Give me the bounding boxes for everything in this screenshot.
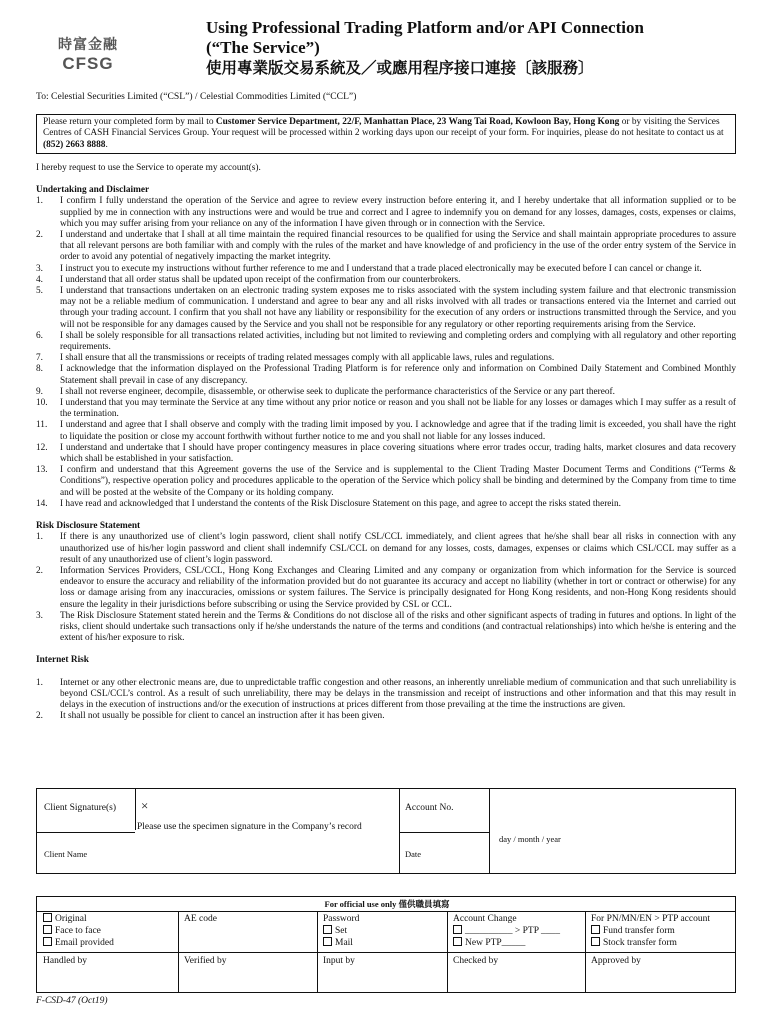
client-name-label: Client Name: [44, 849, 88, 859]
item-number: 14.: [36, 498, 48, 509]
item-text: I confirm and understand that this Agreement governs the use of the Service and is supplemental to the Client Trading Master Document Terms and Conditions (“Terms & Conditions”), respective operation policy and procedures applicable to the operation of the Service which policy shall be binding and determined by the Company from time to time and will be posted at the website of the Company or its holding company.: [60, 465, 736, 498]
date-field[interactable]: [491, 845, 735, 873]
logo-chinese-text: 時富金融: [58, 37, 118, 53]
item-text: I understand that transactions undertaken on an electronic trading system exposes me to risks associated with the system including system failure and that electronic transmission may not be a reliable medium of communication. I understand and agree to bear any and all risks involved with all trades or transactions entered via the Internet and carried out through your trading account. I confirm that you shall not have any liability or responsibility for the execution of any orders or instructions transmitted through the Service, and you will not be responsible for any damages caused by the Service and you shall not be responsible for any regulatory or other reporting requirements arising from the Service.: [60, 286, 736, 330]
company-logo: [52, 36, 124, 84]
list-item: [36, 264, 736, 275]
item-text: I shall ensure that all the transmissions or receipts of trading related messages comply with all applicable laws, rules and regulations.: [60, 353, 555, 364]
item-number: 2.: [36, 565, 43, 576]
list-item: [36, 611, 736, 645]
item-text: I instruct you to execute my instructions without further reference to me and I understand that a trade placed electronically may be executed before I can cancel or change it.: [60, 263, 702, 274]
list-item: [36, 387, 736, 398]
original-checkbox[interactable]: [43, 913, 52, 922]
checked-by-label: Checked by: [453, 956, 499, 966]
risk-title: Risk Disclosure Statement: [36, 521, 141, 532]
item-number: 8.: [36, 364, 43, 375]
ptp-change-checkbox[interactable]: [453, 925, 462, 934]
pn-account-label: For PN/MN/EN > PTP account: [591, 914, 711, 924]
list-item: [36, 286, 736, 331]
item-text: I acknowledge that the information displayed on the Professional Trading Platform is for reference only and information on Combined Daily Statement and Combined Monthly Statement shall prevail in case of any discrepancy.: [60, 364, 736, 386]
item-text: Information Services Providers, CSL/CCL, Hong Kong Exchanges and Clearing Limited and any company or organization from which information for the Service is sourced endeavor to ensure the accuracy and reliability of the information provided but do not guarantee its accuracy and accept no liability (whether in tort or contract or otherwise) for any loss or damage arising from any inaccuracies, omissions or system failures. The Service is principally designated for Hong Kong residents, and non-Hong Kong residents should ensure the legality in their jurisdictions before subscribing or using the Service provided by CSL or CCL.: [60, 565, 736, 610]
ptp-change-option[interactable]: [453, 925, 560, 938]
risk-list: [36, 532, 736, 644]
list-item: [36, 398, 736, 420]
list-item: [36, 678, 736, 712]
notice-text-3: .: [105, 139, 108, 150]
account-no-field[interactable]: [491, 791, 735, 829]
email-provided-option[interactable]: [43, 937, 114, 950]
specimen-signature-note: Please use the specimen signature in the Company’s record: [137, 822, 362, 832]
item-number: 5.: [36, 286, 43, 297]
item-number: 1.: [36, 532, 43, 543]
face-to-face-option[interactable]: [43, 925, 101, 938]
input-by-label: Input by: [323, 956, 355, 966]
internet-risk-title: Internet Risk: [36, 655, 89, 666]
original-label: Original: [55, 914, 87, 924]
title-line-2: (“The Service”): [206, 37, 320, 57]
list-item: [36, 711, 736, 722]
face-to-face-label: Face to face: [55, 926, 101, 936]
item-number: 7.: [36, 353, 43, 364]
notice-text-1: Please return your completed form by mail to: [43, 117, 216, 127]
item-text: I understand and agree that I shall observe and comply with the trading limit imposed by you. I acknowledge and agree that if the trading limit is exceeded, you shall have the right to liquidate the position or close my account forthwith without further notice to me and you shall not liable for any losses induced.: [60, 420, 736, 442]
form-code: F-CSD-47 (Oct19): [36, 996, 108, 1006]
official-use-table: [36, 896, 736, 993]
date-label: Date: [405, 849, 422, 859]
ptp-change-label: __________ > PTP ____: [465, 926, 560, 936]
list-item: [36, 275, 736, 286]
item-text: The Risk Disclosure Statement stated herein and the Terms & Conditions do not disclose all of the risks and other significant aspects of trading in futures and options. In light of the risks, client should undertake such transactions only if he/she understands the nature of the terms and conditions (and contractual relationships) into which he/she is entering and the extent of his/her exposure to risk.: [60, 610, 736, 644]
new-ptp-option[interactable]: [453, 937, 525, 950]
set-label: Set: [335, 926, 348, 936]
item-text: I understand that you may terminate the Service at any time without any prior notice or reason and you shall not be liable for any losses or damages which I may suffer as a result of the termination.: [60, 398, 736, 420]
internet-risk-list: [36, 678, 736, 723]
fund-transfer-label: Fund transfer form: [603, 926, 675, 936]
account-change-label: Account Change: [453, 914, 517, 924]
item-number: 1.: [36, 677, 43, 688]
list-item: [36, 499, 736, 510]
form-title: [206, 18, 746, 79]
logo-english-text: CFSG: [62, 54, 114, 73]
item-number: 3.: [36, 610, 43, 621]
password-label: Password: [323, 914, 360, 924]
item-text: If there is any unauthorized use of client’s login password, client shall notify CSL/CCL immediately, and client agrees that he/she shall bear all risks in connection with any unauthorized use of his/her login password and client shall indemnify CSL/CCL on demand for any losses, costs, damages, expenses or claims which CSL/CCL may suffer as a result of any unauthorized use of client’s login password.: [60, 532, 736, 565]
account-no-label: Account No.: [405, 803, 454, 813]
item-number: 13.: [36, 465, 48, 476]
list-item: [36, 230, 736, 264]
list-item: [36, 196, 736, 230]
list-item: [36, 465, 736, 499]
set-checkbox[interactable]: [323, 925, 332, 934]
return-notice-box: [36, 114, 736, 154]
email-provided-checkbox[interactable]: [43, 937, 52, 946]
notice-address: Customer Service Department, 22/F, Manhattan Place, 23 Wang Tai Road, Kowloon Bay, Hong Kong: [215, 117, 620, 127]
list-item: [36, 566, 736, 611]
item-text: I understand and undertake that I should have proper contingency measures in place covering situations where error trades occur, trading halts, market closures and data recovery which shall be established in your satisfaction.: [60, 442, 736, 465]
form-header: [36, 14, 736, 88]
title-chinese: 使用專業版交易系統及／或應用程序接口連接〔該服務〕: [206, 59, 594, 77]
fund-transfer-checkbox[interactable]: [591, 925, 600, 934]
stock-transfer-checkbox[interactable]: [591, 937, 600, 946]
item-text: It shall not usually be possible for client to cancel an instruction after it has been given.: [60, 711, 385, 722]
item-text: I have read and acknowledged that I understand the contents of the Risk Disclosure Statement on this page, and agree to accept the risks stated therein.: [60, 498, 621, 509]
item-number: 2.: [36, 711, 43, 722]
item-number: 4.: [36, 274, 43, 285]
client-signature-label: Client Signature(s): [44, 803, 117, 813]
item-text: I shall be solely responsible for all transactions related activities, including but not limited to reviewing and completing orders and complying with all regulatory and other reporting requirements.: [60, 330, 736, 353]
ae-code-label: AE code: [184, 914, 217, 924]
mail-checkbox[interactable]: [323, 937, 332, 946]
item-number: 9.: [36, 386, 43, 397]
list-item: [36, 353, 736, 364]
stock-transfer-label: Stock transfer form: [603, 938, 677, 948]
stock-transfer-option[interactable]: [591, 937, 677, 950]
client-name-field[interactable]: [137, 834, 397, 872]
notice-text-2: or by visiting the Services Centres of CASH Financial Services Group. Your request will be processed within 2 working days upon our receipt of your form. For inquiries, please do not hesitate to contact us at: [43, 117, 724, 139]
item-text: I understand and undertake that I shall at all time maintain the required financial resources to be qualified for using the Service and shall maintain appropriate procedures to assure that all relevant persons are both familiar with and comply with the rules of the market and have knowledge of and proficiency in the use of the order entry system of the Service in order to avoid any potential of negatively impacting the market integrity.: [60, 230, 736, 263]
list-item: [36, 364, 736, 386]
addressee-line: To: Celestial Securities Limited (“CSL”) / Celestial Commodities Limited (“CCL”): [36, 91, 357, 102]
item-number: 10.: [36, 398, 48, 409]
new-ptp-checkbox[interactable]: [453, 937, 462, 946]
original-option[interactable]: [43, 913, 87, 926]
signature-table: [36, 788, 736, 874]
item-text: Internet or any other electronic means are, due to unpredictable traffic congestion and other reasons, an inherently unreliable medium of communication and that such unreliability is beyond CSL/CCL’s control. As a result of such unreliability, there may be delays in the transmission and receipt of instructions and other information and that this may result in delays in the execution of instructions and/or the execution of instructions at prices different from those prevailing at the time the instructions are given.: [60, 677, 736, 710]
password-mail-option[interactable]: [323, 937, 353, 950]
undertaking-list: [36, 196, 736, 510]
item-text: I shall not reverse engineer, decompile, disassemble, or otherwise seek to duplicate the performance characteristics of the Service or any part thereof.: [60, 386, 615, 397]
list-item: [36, 420, 736, 442]
item-number: 11.: [36, 420, 48, 431]
item-number: 1.: [36, 196, 43, 207]
fund-transfer-option[interactable]: [591, 925, 675, 938]
title-line-1: Using Professional Trading Platform and/or API Connection: [206, 18, 644, 37]
verified-by-label: Verified by: [184, 956, 227, 966]
email-provided-label: Email provided: [55, 938, 114, 948]
notice-phone: (852) 2663 8888: [43, 139, 106, 150]
mail-label: Mail: [335, 938, 353, 948]
item-number: 6.: [36, 330, 43, 341]
terms-content: [36, 163, 736, 722]
password-set-option[interactable]: [323, 925, 347, 938]
face-to-face-checkbox[interactable]: [43, 925, 52, 934]
item-number: 12.: [36, 442, 48, 453]
new-ptp-label: New PTP_____: [465, 938, 526, 948]
undertaking-title: Undertaking and Disclaimer: [36, 185, 150, 196]
item-number: 3.: [36, 263, 43, 274]
list-item: [36, 443, 736, 465]
item-text: I confirm I fully understand the operation of the Service and agree to review every instruction before entering it, and I hereby undertake that all information supplied or to be supplied by me in connection with any instructions were and would be true and correct and I agree to indemnify you on demand for any losses, damages, costs, expenses or claims, which you may suffer arising from your reliance on any of the information I have given through or in connection with the Service.: [60, 196, 736, 229]
approved-by-label: Approved by: [591, 956, 641, 966]
handled-by-label: Handled by: [43, 956, 88, 966]
official-use-header: For official use only 僅供職員填寫: [324, 899, 450, 909]
list-item: [36, 532, 736, 566]
request-statement: I hereby request to use the Service to operate my account(s).: [36, 163, 261, 173]
signature-x-mark: ×: [141, 798, 149, 813]
list-item: [36, 331, 736, 353]
date-format-hint: day / month / year: [499, 834, 561, 844]
item-number: 2.: [36, 230, 43, 241]
item-text: I understand that all order status shall be updated upon receipt of the confirmation from our counterbrokers.: [60, 274, 461, 285]
